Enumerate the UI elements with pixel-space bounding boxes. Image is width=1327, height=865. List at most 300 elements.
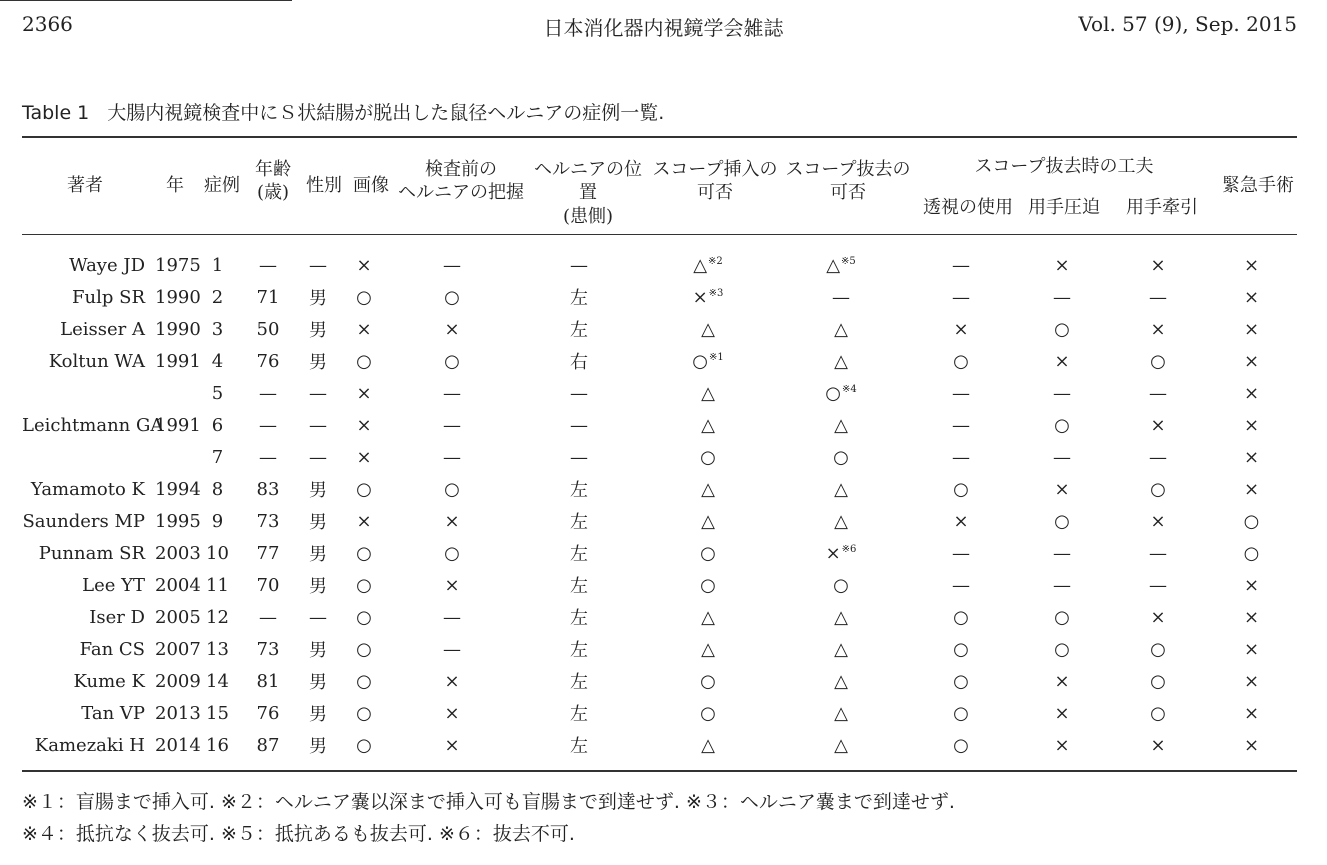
header-age-line2: (歳) (256, 182, 290, 204)
position-cell-value: — (570, 254, 588, 276)
age-cell-value: 71 (256, 286, 280, 308)
header-emergency: 緊急手術 (1222, 175, 1294, 196)
year-cell-value: 2013 (155, 702, 201, 724)
fluoro-cell (908, 505, 1014, 537)
withdraw-cell (774, 249, 908, 281)
year-cell (155, 697, 201, 729)
fluoro-cell (908, 345, 1014, 377)
sex-cell-value: — (309, 254, 327, 276)
withdraw-cell-value: ○ (825, 382, 841, 404)
manual-press-cell-value: × (1054, 734, 1070, 756)
withdraw-cell (774, 377, 908, 409)
sex-cell-value: 男 (309, 640, 327, 661)
manual-press-cell-value: — (1053, 574, 1071, 596)
emergency-cell-value: ○ (1243, 510, 1260, 532)
case-table (22, 249, 1297, 761)
fluoro-cell-value: — (952, 574, 970, 596)
preknow-cell-value: × (444, 318, 460, 340)
case-cell (195, 473, 240, 505)
author-cell (22, 665, 155, 697)
manual-pull-cell (1110, 281, 1206, 313)
sex-cell-value: 男 (309, 544, 327, 565)
header-withdraw-line1: スコープ抜去の (785, 159, 911, 180)
year-cell-value: 1991 (155, 350, 201, 372)
table-row (22, 633, 1297, 665)
manual-press-cell (1014, 441, 1110, 473)
insert-cell-value: △ (701, 318, 715, 340)
header-insert-line2: 可否 (697, 182, 733, 204)
case-cell (195, 697, 240, 729)
author-cell (22, 569, 155, 601)
author-cell (22, 441, 155, 473)
age-cell-value: — (259, 606, 277, 628)
case-cell (195, 537, 240, 569)
withdraw-cell (774, 409, 908, 441)
author-cell (22, 537, 155, 569)
footnote-marker: ※1 (708, 351, 724, 363)
emergency-cell (1206, 601, 1297, 633)
image-cell (340, 313, 388, 345)
sex-cell (296, 569, 340, 601)
footnote-marker: ※3 (708, 287, 724, 299)
position-cell-value: — (570, 414, 588, 436)
position-cell (516, 537, 642, 569)
manual-press-cell-value: × (1054, 478, 1070, 500)
fluoro-cell (908, 537, 1014, 569)
manual-press-cell-value: × (1054, 254, 1070, 276)
header-author: 著者 (67, 175, 103, 196)
sex-cell (296, 249, 340, 281)
age-cell (240, 441, 296, 473)
age-cell-value: 76 (256, 702, 280, 724)
preknow-cell-value: — (443, 638, 461, 660)
table-row (22, 345, 1297, 377)
fluoro-cell-value: — (952, 254, 970, 276)
year-cell (155, 345, 201, 377)
author-cell-value: Fan CS (79, 638, 145, 660)
author-cell-value: Koltun WA (48, 350, 145, 372)
sex-cell-value: 男 (309, 704, 327, 725)
image-cell-value: ○ (356, 478, 372, 500)
manual-press-cell-value: × (1054, 350, 1070, 372)
case-cell (195, 569, 240, 601)
sex-cell (296, 409, 340, 441)
sex-cell-value: 男 (309, 288, 327, 309)
image-cell (340, 377, 388, 409)
fluoro-cell (908, 377, 1014, 409)
manual-press-cell (1014, 313, 1110, 345)
sex-cell-value: 男 (309, 672, 327, 693)
case-cell (195, 345, 240, 377)
position-cell-value: 左 (570, 544, 588, 565)
withdraw-cell (774, 633, 908, 665)
emergency-cell (1206, 473, 1297, 505)
case-cell-value: 11 (206, 574, 229, 596)
image-cell (340, 537, 388, 569)
author-cell (22, 377, 155, 409)
image-cell-value: ○ (356, 638, 372, 660)
case-cell (195, 377, 240, 409)
preknow-cell-value: × (444, 510, 460, 532)
insert-cell (642, 377, 774, 409)
emergency-cell (1206, 729, 1297, 761)
case-cell (195, 313, 240, 345)
header-insert-line1: スコープ挿入の (652, 159, 778, 180)
withdraw-cell (774, 505, 908, 537)
year-cell (155, 505, 201, 537)
header-insert (650, 158, 780, 205)
manual-pull-cell-value: × (1150, 510, 1166, 532)
withdraw-cell (774, 473, 908, 505)
image-cell (340, 473, 388, 505)
header-sex: 性別 (306, 175, 342, 196)
manual-press-cell-value: ○ (1054, 638, 1070, 660)
age-cell (240, 633, 296, 665)
case-cell-value: 6 (211, 414, 224, 436)
sex-cell-value: 男 (309, 736, 327, 757)
fluoro-cell-value: ○ (953, 606, 969, 628)
withdraw-cell (774, 537, 908, 569)
age-cell-value: 81 (256, 670, 280, 692)
position-cell (516, 249, 642, 281)
emergency-cell-value: × (1243, 414, 1260, 436)
manual-pull-cell (1110, 697, 1206, 729)
withdraw-cell (774, 345, 908, 377)
emergency-cell (1206, 569, 1297, 601)
manual-press-cell-value: — (1053, 382, 1071, 404)
image-cell (340, 409, 388, 441)
header-manual-pull: 用手牽引 (1126, 197, 1198, 218)
image-cell (340, 665, 388, 697)
image-cell-value: ○ (356, 670, 372, 692)
image-cell-value: ○ (356, 734, 372, 756)
age-cell (240, 409, 296, 441)
emergency-cell-value: × (1243, 670, 1260, 692)
age-cell (240, 249, 296, 281)
sex-cell (296, 665, 340, 697)
author-cell-value: Kamezaki H (34, 734, 145, 756)
author-cell (22, 313, 155, 345)
fluoro-cell (908, 729, 1014, 761)
table-row (22, 729, 1297, 761)
age-cell-value: — (259, 254, 277, 276)
emergency-cell (1206, 441, 1297, 473)
manual-pull-cell-value: — (1149, 542, 1167, 564)
emergency-cell (1206, 313, 1297, 345)
preknow-cell (388, 729, 516, 761)
position-cell-value: 左 (570, 672, 588, 693)
position-cell (516, 569, 642, 601)
fluoro-cell-value: ○ (953, 734, 969, 756)
manual-press-cell (1014, 633, 1110, 665)
table-bottom-rule (22, 770, 1297, 772)
manual-press-cell (1014, 601, 1110, 633)
preknow-cell-value: ○ (444, 478, 460, 500)
emergency-cell-value: × (1243, 382, 1260, 404)
age-cell-value: — (259, 414, 277, 436)
author-cell (22, 473, 155, 505)
image-cell (340, 249, 388, 281)
insert-cell (642, 249, 774, 281)
preknow-cell (388, 313, 516, 345)
sex-cell-value: — (309, 446, 327, 468)
emergency-cell-value: × (1243, 574, 1260, 596)
manual-pull-cell (1110, 601, 1206, 633)
position-cell-value: 左 (570, 640, 588, 661)
year-cell (155, 441, 195, 473)
year-cell (155, 537, 201, 569)
preknow-cell (388, 473, 516, 505)
footnote-marker: ※2 (708, 255, 723, 267)
manual-pull-cell-value: × (1150, 734, 1166, 756)
author-cell-value: Tan VP (81, 702, 145, 724)
insert-cell-value: △ (701, 382, 715, 404)
header-manual-press: 用手圧迫 (1028, 197, 1100, 218)
author-cell-value: Saunders MP (22, 510, 145, 532)
table-row (22, 601, 1297, 633)
insert-cell-value: ○ (700, 574, 716, 596)
preknow-cell-value: — (443, 414, 461, 436)
preknow-cell-value: × (444, 734, 460, 756)
manual-pull-cell-value: × (1150, 254, 1166, 276)
withdraw-cell-value: ○ (833, 446, 849, 468)
manual-press-cell-value: — (1053, 286, 1071, 308)
case-cell-value: 12 (206, 606, 229, 628)
age-cell-value: 87 (256, 734, 280, 756)
sex-cell-value: 男 (309, 512, 327, 533)
insert-cell (642, 505, 774, 537)
withdraw-cell (774, 729, 908, 761)
preknow-cell-value: ○ (444, 542, 460, 564)
table-row (22, 441, 1297, 473)
emergency-cell (1206, 281, 1297, 313)
year-cell (155, 633, 201, 665)
author-cell-value: Kume K (73, 670, 145, 692)
year-cell-value: 2003 (155, 542, 201, 564)
author-cell-value: Punnam SR (38, 542, 145, 564)
position-cell-value: 左 (570, 320, 588, 341)
author-cell-value: Leichtmann GA (22, 414, 164, 436)
preknow-cell (388, 409, 516, 441)
insert-cell-value: ○ (700, 670, 716, 692)
author-cell-value: Iser D (89, 606, 145, 628)
withdraw-cell-value: × (825, 542, 841, 564)
manual-pull-cell-value: — (1149, 286, 1167, 308)
emergency-cell (1206, 409, 1297, 441)
year-cell (155, 473, 201, 505)
year-cell (155, 377, 195, 409)
footnote-line-1: ※１：盲腸まで挿入可. ※２：ヘルニア嚢以深まで挿入可も盲腸まで到達せず. ※３：ヘルニア嚢まで到達せず. (22, 791, 955, 813)
year-cell-value: 1991 (155, 414, 201, 436)
image-cell (340, 697, 388, 729)
fluoro-cell-value: — (952, 286, 970, 308)
manual-press-cell (1014, 729, 1110, 761)
withdraw-cell (774, 313, 908, 345)
manual-press-cell-value: — (1053, 446, 1071, 468)
header-age (248, 158, 298, 205)
withdraw-cell (774, 441, 908, 473)
case-cell-value: 13 (206, 638, 229, 660)
insert-cell (642, 601, 774, 633)
case-cell (195, 409, 240, 441)
year-cell-value: 2004 (155, 574, 201, 596)
author-cell (22, 601, 155, 633)
sex-cell (296, 473, 340, 505)
emergency-cell (1206, 345, 1297, 377)
withdraw-cell-value: △ (834, 638, 848, 660)
emergency-cell-value: × (1243, 350, 1260, 372)
sex-cell (296, 345, 340, 377)
position-cell (516, 697, 642, 729)
sex-cell-value: 男 (309, 320, 327, 341)
table-header-rule (22, 234, 1297, 235)
position-cell (516, 313, 642, 345)
year-cell (155, 729, 201, 761)
header-image: 画像 (353, 175, 389, 196)
emergency-cell-value: × (1243, 478, 1260, 500)
table-row (22, 697, 1297, 729)
manual-press-cell (1014, 473, 1110, 505)
emergency-cell-value: × (1243, 734, 1260, 756)
emergency-cell-value: × (1243, 446, 1260, 468)
manual-pull-cell (1110, 313, 1206, 345)
sex-cell-value: — (309, 606, 327, 628)
manual-press-cell-value: ○ (1054, 510, 1070, 532)
position-cell-value: 左 (570, 512, 588, 533)
position-cell (516, 409, 642, 441)
fluoro-cell-value: ○ (953, 702, 969, 724)
withdraw-cell-value: △ (834, 606, 848, 628)
manual-pull-cell-value: ○ (1150, 350, 1166, 372)
manual-press-cell-value: ○ (1054, 414, 1070, 436)
table-caption-text: 大腸内視鏡検査中にＳ状結腸が脱出した鼠径ヘルニアの症例一覧. (107, 102, 665, 124)
footnote-marker: ※4 (841, 383, 857, 395)
withdraw-cell (774, 697, 908, 729)
insert-cell-value: × (692, 286, 708, 308)
insert-cell (642, 697, 774, 729)
manual-pull-cell-value: × (1150, 414, 1166, 436)
preknow-cell-value: — (443, 254, 461, 276)
manual-pull-cell-value: — (1149, 382, 1167, 404)
image-cell-value: ○ (356, 574, 372, 596)
year-cell-value: 2009 (155, 670, 201, 692)
author-cell (22, 729, 155, 761)
year-cell-value: 1990 (155, 318, 201, 340)
manual-press-cell (1014, 537, 1110, 569)
year-cell-value: 1995 (155, 510, 201, 532)
position-cell-value: 左 (570, 736, 588, 757)
preknow-cell (388, 249, 516, 281)
header-fluoro: 透視の使用 (923, 197, 1013, 218)
insert-cell-value: △ (701, 414, 715, 436)
position-cell-value: 左 (570, 704, 588, 725)
fluoro-cell-value: × (953, 318, 969, 340)
fluoro-cell (908, 697, 1014, 729)
fluoro-cell-value: ○ (953, 638, 969, 660)
manual-press-cell (1014, 409, 1110, 441)
sex-cell (296, 697, 340, 729)
insert-cell (642, 473, 774, 505)
case-cell-value: 9 (211, 510, 224, 532)
sex-cell (296, 441, 340, 473)
manual-pull-cell (1110, 665, 1206, 697)
fluoro-cell-value: — (952, 382, 970, 404)
table-caption-label: Table 1 (22, 102, 90, 124)
age-cell (240, 601, 296, 633)
emergency-cell-value: × (1243, 702, 1260, 724)
case-cell (195, 665, 240, 697)
insert-cell (642, 569, 774, 601)
insert-cell (642, 441, 774, 473)
withdraw-cell (774, 601, 908, 633)
footnote-marker: ※6 (841, 543, 857, 555)
year-cell (155, 601, 201, 633)
sex-cell (296, 633, 340, 665)
header-case: 症例 (204, 175, 240, 196)
header-year: 年 (166, 175, 184, 196)
manual-press-cell-value: × (1054, 670, 1070, 692)
age-cell (240, 537, 296, 569)
emergency-cell-value: × (1243, 638, 1260, 660)
emergency-cell (1206, 505, 1297, 537)
sex-cell (296, 377, 340, 409)
year-cell-value: 2005 (155, 606, 201, 628)
manual-pull-cell (1110, 377, 1206, 409)
year-cell-value: 1990 (155, 286, 201, 308)
manual-press-cell (1014, 281, 1110, 313)
insert-cell-value: △ (701, 478, 715, 500)
table-row (22, 377, 1297, 409)
case-cell-value: 10 (206, 542, 229, 564)
table-row (22, 665, 1297, 697)
author-cell (22, 505, 155, 537)
withdraw-cell-value: △ (834, 478, 848, 500)
withdraw-cell (774, 569, 908, 601)
age-cell-value: 83 (256, 478, 280, 500)
preknow-cell (388, 377, 516, 409)
author-cell-value: Leisser A (60, 318, 145, 340)
preknow-cell (388, 697, 516, 729)
preknow-cell-value: × (444, 670, 460, 692)
image-cell (340, 345, 388, 377)
withdraw-cell-value: — (832, 286, 850, 308)
insert-cell-value: △ (701, 734, 715, 756)
emergency-cell-value: ○ (1243, 542, 1260, 564)
insert-cell-value: ○ (700, 446, 716, 468)
case-cell (195, 633, 240, 665)
manual-pull-cell (1110, 569, 1206, 601)
withdraw-cell (774, 665, 908, 697)
sex-cell (296, 729, 340, 761)
image-cell (340, 633, 388, 665)
fluoro-cell (908, 665, 1014, 697)
case-cell (195, 249, 240, 281)
table-row (22, 313, 1297, 345)
manual-pull-cell-value: — (1149, 574, 1167, 596)
author-cell (22, 281, 155, 313)
fluoro-cell (908, 601, 1014, 633)
image-cell-value: × (356, 414, 372, 436)
position-cell-value: — (570, 382, 588, 404)
image-cell (340, 281, 388, 313)
fluoro-cell (908, 633, 1014, 665)
position-cell (516, 633, 642, 665)
manual-pull-cell-value: ○ (1150, 670, 1166, 692)
manual-press-cell (1014, 665, 1110, 697)
insert-cell-value: ○ (700, 702, 716, 724)
case-cell-value: 5 (211, 382, 224, 404)
position-cell (516, 665, 642, 697)
